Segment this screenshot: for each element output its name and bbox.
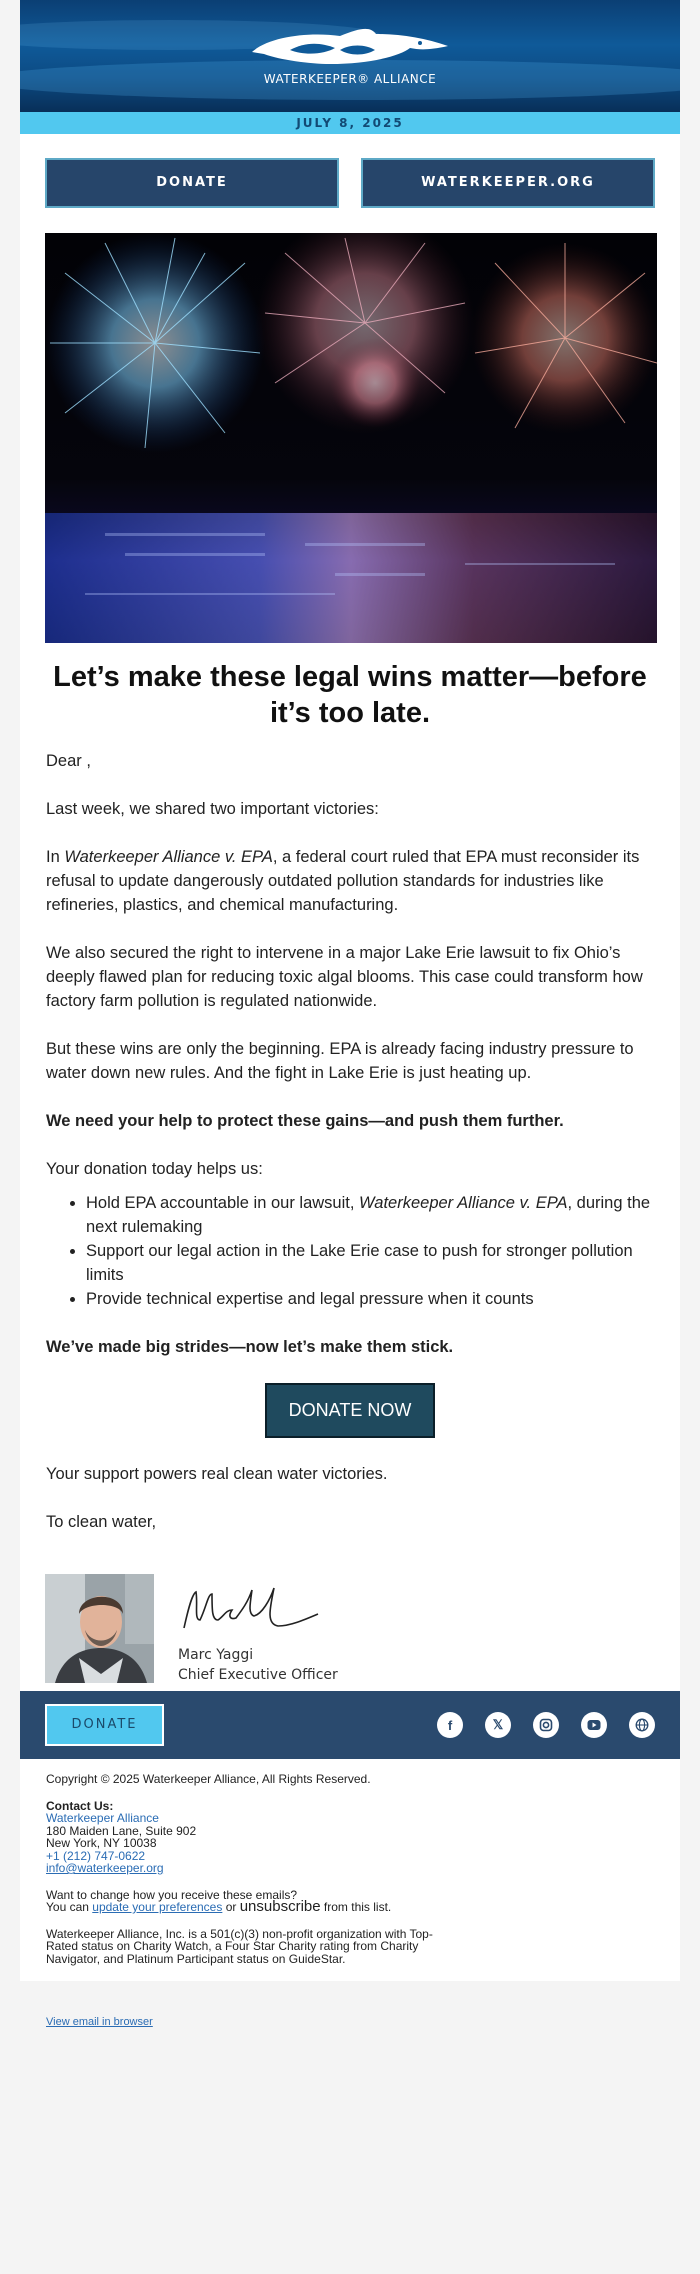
youtube-icon[interactable] [581,1712,607,1738]
facebook-icon[interactable]: f [437,1712,463,1738]
paragraph-beginning: But these wins are only the beginning. EPA is already facing industry pressure to water down new rules. And the fight in Lake Erie is just heating up. [46,1040,634,1082]
footer-legal [20,1759,680,1981]
footer-bar [20,1691,680,1759]
greeting: Dear , [46,752,91,770]
logo-text: WATERKEEPER® ALLIANCE [263,72,437,86]
footer-donate-button[interactable]: DONATE [45,1704,164,1746]
email-link[interactable]: info@waterkeeper.org [46,1861,164,1875]
signature-block [20,1574,680,1683]
avatar [45,1574,154,1683]
contact-block: Contact Us: Waterkeeper Alliance 180 Maiden Lane, Suite 902 New York, NY 10038 +1 (212) 747-0622 info@waterkeeper.org [46,1800,654,1875]
social-links [437,1712,655,1738]
case-name: Waterkeeper Alliance v. EPA [64,848,273,866]
globe-icon[interactable] [629,1712,655,1738]
signer-title: Chief Executive Officer [178,1667,338,1683]
instagram-icon[interactable] [533,1712,559,1738]
donate-now-button[interactable]: DONATE NOW [265,1383,435,1438]
paragraph-lake-erie: We also secured the right to intervene in a major Lake Erie lawsuit to fix Ohio’s deeply flawed plan for reducing toxic algal blooms. This case could transform how factory farm pollution is regulated nationwide. [46,944,643,1010]
email-container [20,0,680,1981]
fireworks-image [45,233,657,643]
phone-link[interactable]: +1 (212) 747-0622 [46,1848,146,1863]
waterkeeper-logo[interactable] [250,24,450,94]
paragraph-donation-helps: Your donation today helps us: [46,1160,263,1178]
unsubscribe-link[interactable]: unsubscribe [239,1898,321,1915]
paragraph-victories: Last week, we shared two important victories: [46,800,379,818]
handwritten-signature [178,1580,328,1640]
nonprofit-statement: Waterkeeper Alliance, Inc. is a 501(c)(3) non-profit organization with Top-Rated status on Charity Watch, a Four Star Charity rating from Charity Navigator, and Platinum Participant status on GuideStar. [46,1926,433,1966]
headline: Let’s make these legal wins matter—before it’s too late. [53,661,647,729]
header-banner [20,0,680,112]
preferences-block: Want to change how you receive these emails? You can update your preferences or unsubscribe from this list. [46,1887,392,1915]
list-item: • Provide technical expertise and legal pressure when it counts [86,1287,654,1311]
address-line: 180 Maiden Lane, Suite 902 [46,1823,197,1838]
address-line: New York, NY 10038 [46,1836,157,1850]
copyright: Copyright © 2025 Waterkeeper Alliance, All Rights Reserved. [46,1772,371,1786]
list-item: • Support our legal action in the Lake Erie case to push for stronger pollution limits [86,1239,654,1287]
email-body [20,749,680,1534]
list-item: • Hold EPA accountable in our lawsuit, Waterkeeper Alliance v. EPA, during the next rulemaking [86,1191,654,1239]
update-preferences-link[interactable]: update your preferences [92,1900,223,1914]
fish-logo-icon [250,24,450,70]
paragraph-big-strides: We’ve made big strides—now let’s make them stick. [46,1338,454,1356]
date-bar: JULY 8, 2025 [20,112,680,134]
paragraph-support: Your support powers real clean water victories. [46,1465,388,1483]
top-button-row [20,158,680,208]
paragraph-court-ruling: In Waterkeeper Alliance v. EPA, a federal court ruled that EPA must reconsider its refusal to update dangerously outdated pollution standards for industries like refineries, plastics, and chemical manufacturing. [46,848,640,914]
donate-button[interactable]: DONATE [45,158,339,208]
help-list [46,1191,654,1311]
x-twitter-icon[interactable]: 𝕏 [485,1712,511,1738]
website-button[interactable]: WATERKEEPER.ORG [361,158,655,208]
paragraph-need-help: We need your help to protect these gains—and push them further. [46,1112,564,1130]
org-link[interactable]: Waterkeeper Alliance [46,1811,159,1825]
signer-name: Marc Yaggi [178,1647,254,1663]
closing: To clean water, [46,1513,157,1531]
view-in-browser-link[interactable]: View email in browser [46,2016,153,2028]
